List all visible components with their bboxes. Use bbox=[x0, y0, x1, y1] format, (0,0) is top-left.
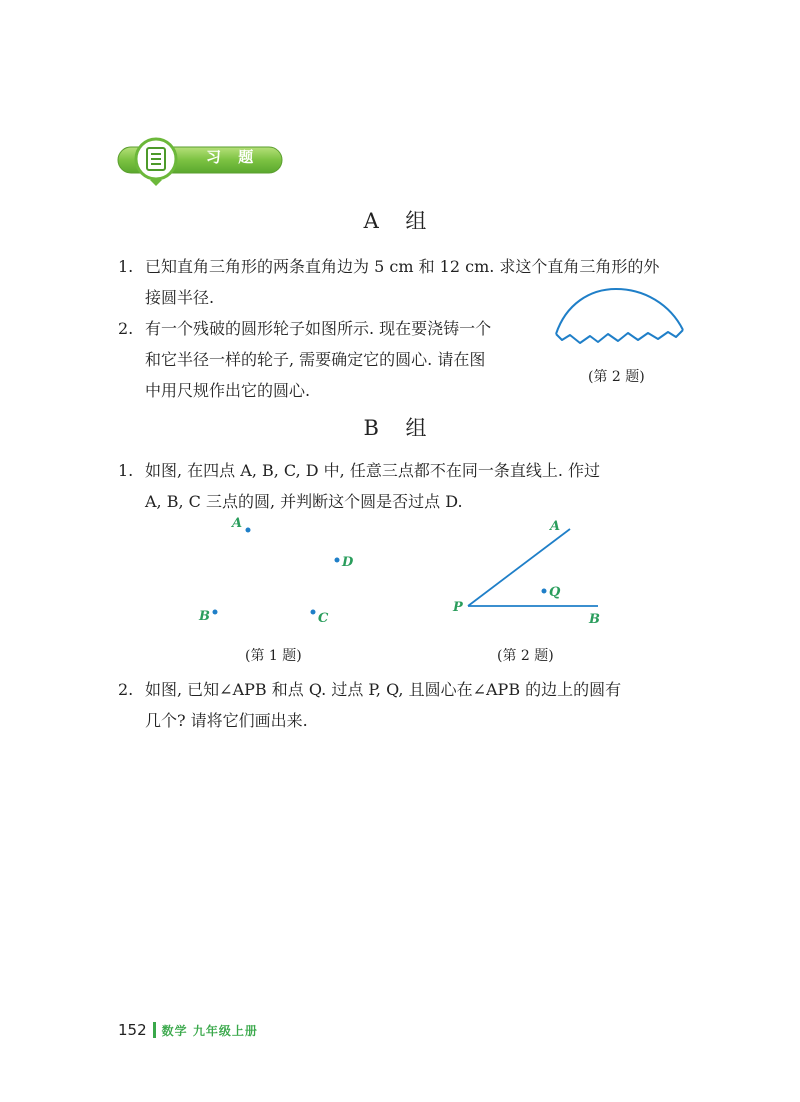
broken-wheel-arc bbox=[556, 289, 683, 334]
figure-caption: (第 2 题) bbox=[588, 369, 645, 385]
point-c bbox=[311, 610, 316, 615]
problem-line: 接圆半径. bbox=[145, 288, 215, 307]
group-a-heading: A 组 bbox=[363, 209, 437, 233]
group-b-problem-1 bbox=[118, 455, 698, 517]
point-d-label: D bbox=[342, 555, 354, 570]
problem-line: 有一个残破的圆形轮子如图所示. 现在要浇铸一个 bbox=[145, 319, 492, 338]
point-a-label: A bbox=[232, 516, 243, 531]
problem-line: 如图, 已知∠APB 和点 Q. 过点 P, Q, 且圆心在∠APB 的边上的圆有 bbox=[145, 680, 622, 699]
book-title: 数学 九年级上册 bbox=[161, 1024, 258, 1038]
problem-line: A, B, C 三点的圆, 并判断这个圆是否过点 D. bbox=[145, 492, 463, 511]
problem-line: 中用尺规作出它的圆心. bbox=[145, 381, 311, 400]
problem-line: 已知直角三角形的两条直角边为 5 cm 和 12 cm. 求这个直角三角形的外 bbox=[145, 257, 660, 276]
problem-line: 和它半径一样的轮子, 需要确定它的圆心. 请在图 bbox=[145, 350, 486, 369]
point-a bbox=[246, 528, 251, 533]
page-footer bbox=[118, 1020, 258, 1039]
point-q-label: Q bbox=[549, 585, 561, 600]
problem-number: 1. bbox=[118, 461, 134, 480]
problem-number: 1. bbox=[118, 257, 134, 276]
four-points-figure bbox=[190, 510, 370, 635]
point-b-label: B bbox=[199, 609, 210, 624]
broken-wheel-figure bbox=[548, 282, 688, 352]
group-b-heading: B 组 bbox=[363, 416, 437, 440]
figure-caption: (第 1 题) bbox=[245, 648, 302, 664]
broken-wheel-edge bbox=[556, 330, 683, 343]
problem-number: 2. bbox=[118, 319, 134, 338]
footer-divider bbox=[153, 1022, 156, 1038]
problem-line: 几个? 请将它们画出来. bbox=[145, 711, 308, 730]
notebook-icon bbox=[147, 148, 165, 170]
group-a-problem-2 bbox=[118, 313, 548, 406]
point-a-label: A bbox=[550, 519, 561, 534]
point-c-label: C bbox=[318, 611, 329, 626]
point-d bbox=[335, 558, 340, 563]
point-b-label: B bbox=[589, 612, 600, 627]
angle-apb-figure bbox=[450, 515, 610, 630]
figure-caption: (第 2 题) bbox=[497, 648, 554, 664]
point-p-label: P bbox=[453, 600, 463, 615]
problem-number: 2. bbox=[118, 680, 134, 699]
point-q bbox=[542, 589, 547, 594]
banner-title: 习 题 bbox=[206, 148, 260, 166]
group-b-problem-2 bbox=[118, 674, 698, 736]
page-number: 152 bbox=[118, 1021, 147, 1039]
point-b bbox=[213, 610, 218, 615]
problem-line: 如图, 在四点 A, B, C, D 中, 任意三点都不在同一条直线上. 作过 bbox=[145, 461, 601, 480]
